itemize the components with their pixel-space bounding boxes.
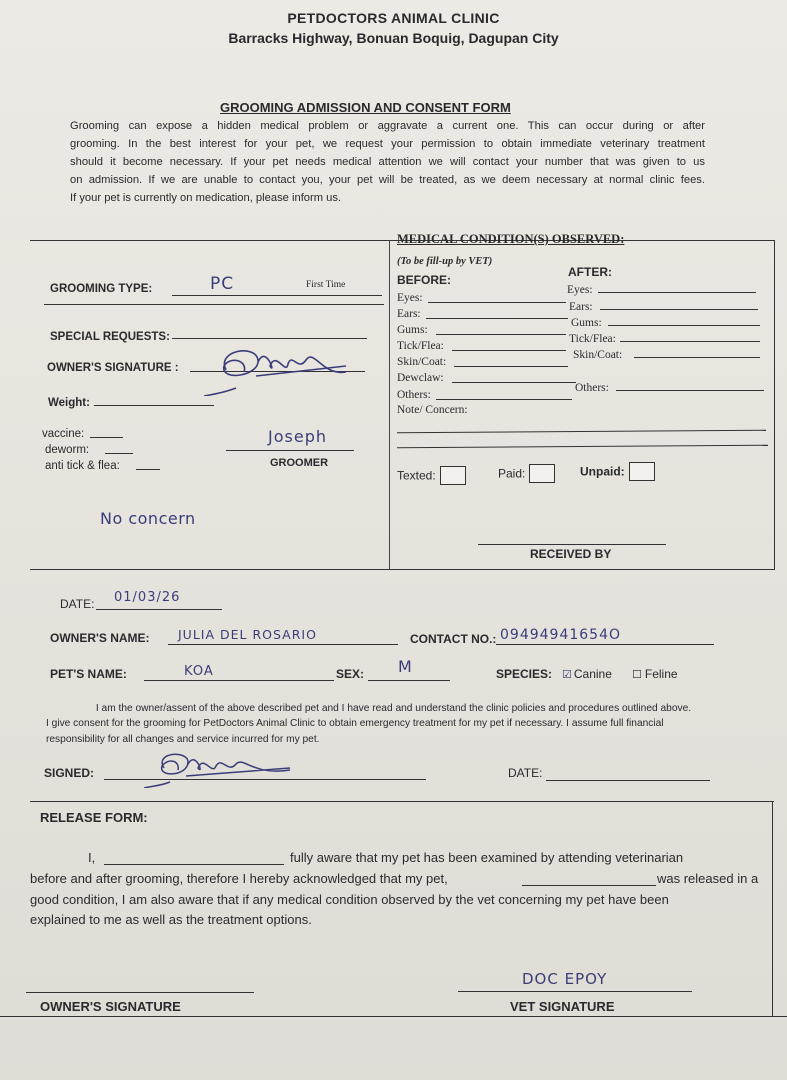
date-value[interactable]: 01/03/26 bbox=[114, 590, 181, 605]
weight-label: Weight: bbox=[48, 397, 90, 409]
groomer-line bbox=[226, 450, 354, 451]
before-gums: Gums: bbox=[397, 324, 428, 336]
vaccine-label: vaccine: bbox=[42, 428, 85, 440]
release-bottom-line bbox=[0, 1016, 787, 1017]
after-ears: Ears: bbox=[569, 301, 593, 313]
before-others: Others: bbox=[397, 389, 431, 401]
owner-signature-label: OWNER'S SIGNATURE : bbox=[47, 362, 179, 374]
after-eyes-line bbox=[598, 292, 756, 293]
unpaid-label: Unpaid: bbox=[580, 464, 625, 479]
feline-checkbox-icon[interactable]: ☐ bbox=[632, 669, 642, 681]
consent-line-3: responsibility for all changes and service incurred for my pet. bbox=[46, 734, 320, 745]
release-line-2a: before and after grooming, therefore I hereby acknowledged that my pet, bbox=[30, 871, 448, 886]
before-tick-line bbox=[452, 350, 566, 351]
date-label: DATE: bbox=[60, 597, 95, 611]
before-skin-line bbox=[454, 366, 568, 367]
after-gums: Gums: bbox=[571, 317, 602, 329]
owner-signature-image bbox=[196, 336, 356, 396]
after-skin: Skin/Coat: bbox=[573, 349, 623, 361]
before-ears-line bbox=[426, 318, 568, 319]
release-line-1b: fully aware that my pet has been examined by attending veterinarian bbox=[290, 850, 684, 865]
box-divider bbox=[389, 240, 390, 570]
vet-name: DOC EPOY bbox=[522, 970, 608, 988]
form-title: GROOMING ADMISSION AND CONSENT FORM bbox=[220, 100, 511, 115]
anti-tick-label: anti tick & flea: bbox=[45, 460, 120, 472]
after-skin-line bbox=[634, 357, 760, 358]
after-others: Others: bbox=[575, 382, 609, 394]
owner-name-line bbox=[168, 644, 398, 645]
sex-line bbox=[368, 680, 450, 681]
after-eyes: Eyes: bbox=[567, 284, 593, 296]
release-name-line bbox=[104, 864, 284, 865]
first-time-label: First Time bbox=[306, 280, 346, 290]
before-eyes: Eyes: bbox=[397, 292, 423, 304]
before-others-line bbox=[436, 399, 572, 400]
before-tick: Tick/Flea: bbox=[397, 340, 444, 352]
after-gums-line bbox=[608, 325, 760, 326]
before-label: BEFORE: bbox=[397, 273, 451, 287]
groomer-name: Joseph bbox=[268, 427, 327, 446]
received-by-label: RECEIVED BY bbox=[530, 547, 612, 561]
paid-field[interactable] bbox=[498, 464, 555, 483]
after-tick: Tick/Flea: bbox=[569, 333, 616, 345]
before-ears: Ears: bbox=[397, 308, 421, 320]
deworm-line bbox=[105, 453, 133, 454]
clinic-address: Barracks Highway, Bonuan Boquig, Dagupan City bbox=[228, 30, 559, 46]
owner-release-sig-label: OWNER'S SIGNATURE bbox=[40, 999, 181, 1014]
paid-label: Paid: bbox=[498, 466, 526, 481]
before-dewclaw: Dewclaw: bbox=[397, 372, 444, 384]
pet-name-line bbox=[144, 680, 334, 681]
canine-checkbox-icon[interactable]: ☑ bbox=[562, 669, 572, 681]
special-requests-label: SPECIAL REQUESTS: bbox=[50, 331, 170, 343]
unpaid-checkbox[interactable] bbox=[629, 462, 655, 481]
intro-line: on admission. If we are unable to contact you, your pet will be treated, as we deem necessary at normal clinic fees. bbox=[70, 174, 705, 186]
contact-value[interactable]: 09494941654O bbox=[500, 627, 621, 643]
note-concern-label: Note/ Concern: bbox=[397, 404, 468, 416]
weight-line bbox=[94, 405, 214, 406]
paid-checkbox[interactable] bbox=[529, 464, 555, 483]
species-canine-option[interactable] bbox=[562, 667, 612, 681]
clinic-name: PETDOCTORS ANIMAL CLINIC bbox=[287, 10, 500, 26]
after-tick-line bbox=[620, 341, 760, 342]
contact-line bbox=[496, 644, 714, 645]
intro-line: grooming. In the best interest for your pet, we request your permission to obtain immediate veterinary treatment bbox=[70, 138, 705, 150]
after-label: AFTER: bbox=[568, 265, 612, 279]
release-title: RELEASE FORM: bbox=[40, 810, 148, 825]
groomer-label: GROOMER bbox=[270, 457, 329, 469]
consent-date-label: DATE: bbox=[508, 766, 543, 780]
consent-line-2: I give consent for the grooming for PetDoctors Animal Clinic to obtain emergency treatment for my pet if necessary. I assume full financial bbox=[46, 718, 664, 729]
deworm-label: deworm: bbox=[45, 444, 90, 456]
before-skin: Skin/Coat: bbox=[397, 356, 447, 368]
grooming-type-value[interactable]: PC bbox=[210, 274, 235, 294]
release-line-1a: I, bbox=[88, 850, 96, 865]
grooming-type-label: GROOMING TYPE: bbox=[50, 283, 153, 295]
vet-sig-label: VET SIGNATURE bbox=[510, 999, 615, 1014]
unpaid-field[interactable] bbox=[580, 462, 655, 481]
texted-field[interactable] bbox=[397, 466, 466, 485]
species-label: SPECIES: bbox=[496, 667, 553, 681]
pet-name-label: PET'S NAME: bbox=[50, 667, 127, 681]
release-line-3: good condition, I am also aware that if any medical condition observed by the vet concerning my pet have been bbox=[30, 892, 669, 907]
species-feline-label: Feline bbox=[644, 667, 678, 681]
intro-paragraph bbox=[70, 117, 705, 207]
before-gums-line bbox=[436, 334, 566, 335]
received-by-line bbox=[478, 544, 666, 545]
owner-name-label: OWNER'S NAME: bbox=[50, 631, 150, 645]
sex-label: SEX: bbox=[336, 667, 365, 681]
intro-line: Grooming can expose a hidden medical problem or aggravate a current one. This can occur during or after bbox=[70, 120, 705, 132]
release-right-border bbox=[772, 801, 773, 1017]
before-eyes-line bbox=[428, 302, 566, 303]
species-canine-label: Canine bbox=[573, 667, 612, 681]
after-others-line bbox=[616, 390, 764, 391]
vet-sig-line bbox=[458, 991, 692, 992]
intro-line: If your pet is currently on medication, please inform us. bbox=[70, 192, 342, 204]
sex-value[interactable]: M bbox=[398, 657, 413, 676]
left-note: No concern bbox=[100, 509, 196, 528]
after-ears-line bbox=[600, 309, 758, 310]
contact-label: CONTACT NO.: bbox=[410, 632, 497, 646]
grooming-type-line bbox=[172, 295, 382, 296]
medical-subtitle: (To be fill-up by VET) bbox=[397, 256, 493, 267]
signed-label: SIGNED: bbox=[44, 766, 95, 780]
owner-name-value[interactable]: JULIA DEL ROSARIO bbox=[178, 627, 317, 642]
date-line bbox=[96, 609, 222, 610]
consent-date-line bbox=[546, 780, 710, 781]
intro-line: should it become necessary. If your pet needs medical attention we will contact your number that was given to us bbox=[70, 156, 705, 168]
release-top-line bbox=[30, 801, 774, 802]
vaccine-line bbox=[90, 437, 123, 438]
consent-signature-image bbox=[140, 746, 300, 788]
consent-line-1: I am the owner/assent of the above described pet and I have read and understand the clinic policies and procedures outlined above. bbox=[95, 703, 692, 714]
left-divider-line bbox=[44, 304, 384, 305]
release-line-4: explained to me as well as the treatment options. bbox=[30, 912, 312, 927]
texted-checkbox[interactable] bbox=[440, 466, 466, 485]
texted-label: Texted: bbox=[397, 468, 436, 483]
release-line-2b: was released in a bbox=[657, 871, 759, 886]
anti-tick-line bbox=[136, 469, 160, 470]
pet-name-value[interactable]: KOA bbox=[184, 664, 214, 679]
owner-release-sig-line bbox=[26, 992, 254, 993]
medical-title: MEDICAL CONDITION(S) OBSERVED: bbox=[397, 232, 625, 246]
species-feline-option[interactable] bbox=[632, 667, 678, 681]
before-dewclaw-line bbox=[452, 382, 576, 383]
release-pet-line bbox=[522, 885, 656, 886]
